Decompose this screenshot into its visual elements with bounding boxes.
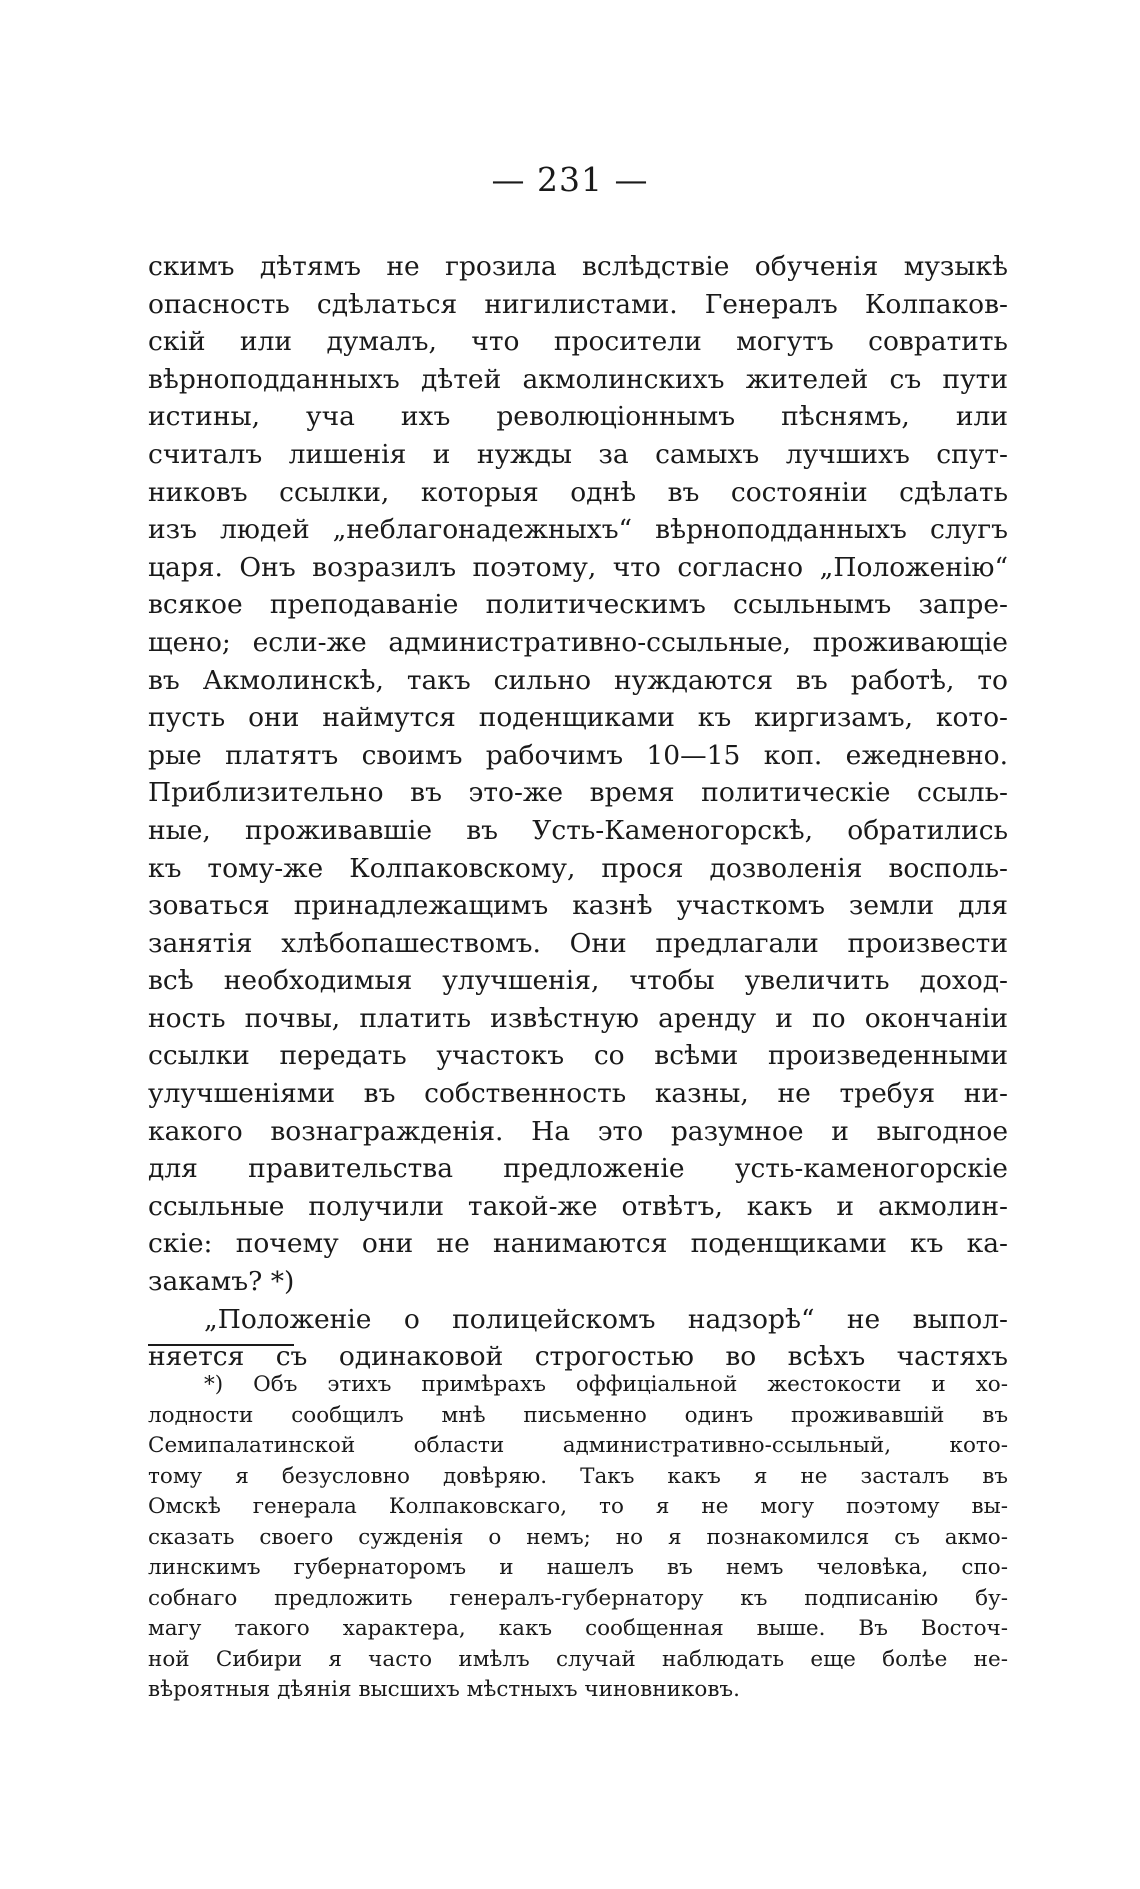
body-line: опасность сдѣлаться нигилистами. Генералъ Колпаков- <box>148 288 1008 320</box>
footnote-line: *) Объ этихъ примѣрахъ оффиціальной жестокости и хо- <box>204 1372 1008 1397</box>
footnote-line: лодности сообщилъ мнѣ письменно одинъ проживавшій въ <box>148 1402 1008 1428</box>
footnote-block <box>148 1370 1008 1706</box>
body-line: зоваться принадлежащимъ казнѣ участкомъ земли для <box>148 890 1008 922</box>
body-line: никовъ ссылки, которыя однѣ въ состояніи сдѣлать <box>148 476 1008 508</box>
body-line: ссылки передать участокъ со всѣми произведенными <box>148 1040 1008 1072</box>
body-line: считалъ лишенія и нужды за самыхъ лучшихъ спут- <box>148 438 1008 470</box>
body-line: скіе: почему они не нанимаются поденщиками къ ка- <box>148 1228 1008 1260</box>
body-line: какого вознагражденія. На это разумное и выгодное <box>148 1115 1008 1147</box>
body-line: Приблизительно въ это-же время политическіе ссыль- <box>148 777 1008 809</box>
footnote-line: тому я безусловно довѣряю. Такъ какъ я не засталъ въ <box>148 1463 1008 1489</box>
body-line: няется съ одинаковой строгостью во всѣхъ частяхъ <box>148 1341 1008 1373</box>
body-text <box>148 248 1008 1376</box>
body-line: пусть они наймутся поденщиками къ киргизамъ, кото- <box>148 702 1008 734</box>
body-line: занятія хлѣбопашествомъ. Они предлагали произвести <box>148 927 1008 959</box>
body-line: рые платятъ своимъ рабочимъ 10—15 коп. ежедневно. <box>148 739 1008 771</box>
footnote-line: собнаго предложить генералъ-губернатору къ подписанію бу- <box>148 1585 1008 1611</box>
page-number: — 231 — <box>491 160 649 199</box>
body-line: для правительства предложеніе усть-каменогорскіе <box>148 1153 1008 1185</box>
footnote-line: Семипалатинской области административно-ссыльный, кото- <box>148 1433 1008 1458</box>
footnote-line: ной Сибири я часто имѣлъ случай наблюдать еще болѣе не- <box>148 1646 1008 1672</box>
body-line: всякое преподаваніе политическимъ ссыльнымъ запре- <box>148 589 1008 621</box>
body-line: ность почвы, платить извѣстную аренду и по окончаніи <box>148 1002 1008 1034</box>
body-line: скій или думалъ, что просители могутъ совратить <box>148 326 1008 358</box>
body-line: всѣ необходимыя улучшенія, чтобы увеличить доход- <box>148 965 1008 997</box>
body-line: царя. Онъ возразилъ поэтому, что согласно „Положенію“ <box>148 551 1008 583</box>
body-line: щено; если-же административно-ссыльные, проживающіе <box>148 626 1008 658</box>
body-line: улучшеніями въ собственность казны, не требуя ни- <box>148 1078 1008 1110</box>
footnote-line: вѣроятныя дѣянія высшихъ мѣстныхъ чиновниковъ. <box>148 1677 740 1702</box>
body-line: скимъ дѣтямъ не грозила вслѣдствіе обученія музыкѣ <box>148 251 1008 282</box>
body-line: „Положеніе о полицейскомъ надзорѣ“ не выпол- <box>204 1303 1008 1335</box>
body-line: истины, уча ихъ революціоннымъ пѣснямъ, или <box>148 401 1008 433</box>
body-line: закамъ? *) <box>148 1266 295 1298</box>
body-line: ссыльные получили такой-же отвѣтъ, какъ и акмолин- <box>148 1190 1008 1222</box>
body-line: вѣрноподданныхъ дѣтей акмолинскихъ жителей съ пути <box>148 363 1008 395</box>
footnote-line: магу такого характера, какъ сообщенная выше. Въ Восточ- <box>148 1616 1008 1641</box>
body-line: къ тому-же Колпаковскому, прося дозволенія восполь- <box>148 852 1008 884</box>
body-line: ные, проживавшіе въ Усть-Каменогорскѣ, обратились <box>148 814 1008 846</box>
footnote-line: линскимъ губернаторомъ и нашелъ въ немъ человѣка, спо- <box>148 1555 1008 1580</box>
footnote-line: Омскѣ генерала Колпаковскаго, то я не могу поэтому вы- <box>148 1494 1008 1519</box>
body-line: изъ людей „неблагонадежныхъ“ вѣрноподданныхъ слугъ <box>148 514 1008 546</box>
footnote-line: сказать своего сужденія о немъ; но я познакомился съ акмо- <box>148 1524 1008 1550</box>
body-line: въ Акмолинскѣ, такъ сильно нуждаются въ работѣ, то <box>148 664 1008 696</box>
footnote-divider <box>148 1344 294 1346</box>
